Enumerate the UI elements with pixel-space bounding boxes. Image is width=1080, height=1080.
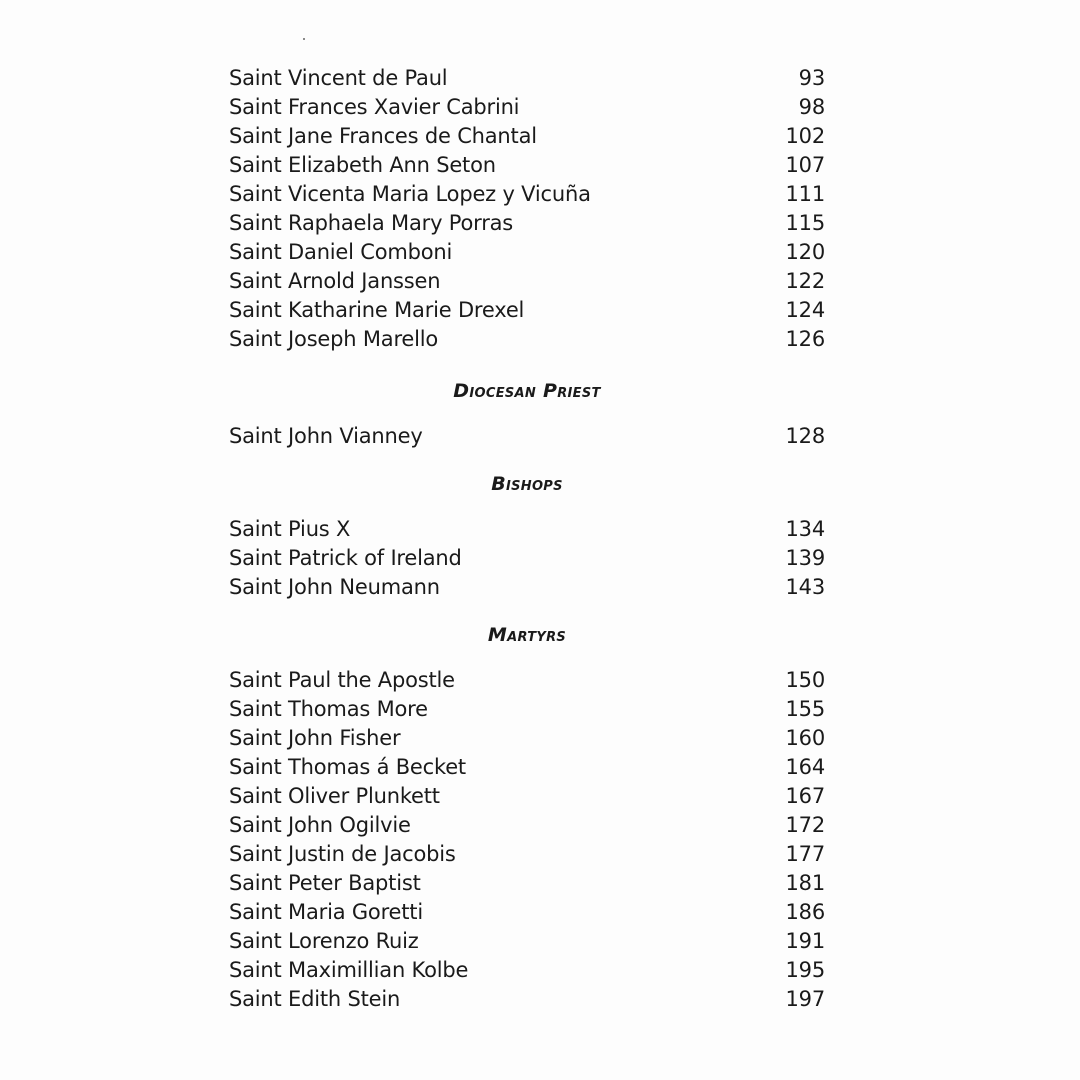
toc-entry [229,782,825,811]
entry-name: Saint Joseph Marello [229,327,439,351]
entry-name: Saint Pius X [229,517,351,541]
entry-name: Saint Vicenta Maria Lopez y Vicuña [229,182,591,206]
entry-name: Saint Justin de Jacobis [229,842,456,866]
entry-page-number: 155 [785,697,825,721]
entry-name: Saint Edith Stein [229,987,401,1011]
entry-name: Saint Daniel Comboni [229,240,453,264]
toc-entry [229,422,825,451]
entry-name: Saint Raphaela Mary Porras [229,211,514,235]
entry-name: Saint Thomas More [229,697,428,721]
toc-entry [229,64,825,93]
entry-name: Saint Lorenzo Ruiz [229,929,419,953]
entry-page-number: 186 [785,900,825,924]
entry-page-number: 107 [785,153,825,177]
toc-entry [229,869,825,898]
entry-name: Saint Jane Frances de Chantal [229,124,537,148]
entry-name: Saint Oliver Plunkett [229,784,440,808]
entry-name: Saint Maximillian Kolbe [229,958,469,982]
section-heading: Bishops [491,473,563,495]
toc-entry [229,151,825,180]
entry-name: Saint John Vianney [229,424,423,448]
entry-name: Saint Arnold Janssen [229,269,441,293]
entry-page-number: 195 [785,958,825,982]
toc-entry [229,695,825,724]
entry-page-number: 98 [798,95,825,119]
toc-entry [229,122,825,151]
entry-name: Saint John Ogilvie [229,813,411,837]
entry-page-number: 120 [785,240,825,264]
toc-entry [229,515,825,544]
toc-entry [229,811,825,840]
entry-page-number: 167 [785,784,825,808]
entry-name: Saint Patrick of Ireland [229,546,462,570]
entry-page-number: 122 [785,269,825,293]
section-heading: Martyrs [487,624,567,646]
toc-entry [229,209,825,238]
entry-name: Saint Katharine Marie Drexel [229,298,525,322]
entry-page-number: 164 [785,755,825,779]
toc-section-saints [229,64,825,354]
toc-entry [229,238,825,267]
entry-name: Saint Paul the Apostle [229,668,455,692]
entry-page-number: 134 [785,517,825,541]
entry-page-number: 139 [785,546,825,570]
entry-name: Saint Elizabeth Ann Seton [229,153,496,177]
toc-entry [229,325,825,354]
entry-page-number: 191 [785,929,825,953]
entry-name: Saint Vincent de Paul [229,66,448,90]
entry-name: Saint Peter Baptist [229,871,421,895]
entry-name: Saint John Neumann [229,575,440,599]
toc-entry [229,666,825,695]
toc-entry [229,724,825,753]
toc-entry [229,180,825,209]
toc-entry [229,753,825,782]
toc-entry [229,267,825,296]
entry-name: Saint Frances Xavier Cabrini [229,95,520,119]
toc-entry [229,985,825,1014]
toc-entry [229,296,825,325]
toc-entry [229,840,825,869]
entry-name: Saint Thomas á Becket [229,755,466,779]
toc-entry [229,573,825,602]
toc-section-diocesan-priest [229,376,825,451]
entry-page-number: 115 [785,211,825,235]
entry-page-number: 111 [785,182,825,206]
toc-entry [229,898,825,927]
entry-page-number: 172 [785,813,825,837]
entry-page-number: 160 [785,726,825,750]
entry-page-number: 126 [785,327,825,351]
toc-section-martyrs [229,620,825,1014]
section-heading: Diocesan Priest [453,380,601,402]
entry-page-number: 93 [798,66,825,90]
entry-page-number: 102 [785,124,825,148]
toc-entry [229,956,825,985]
entry-page-number: 177 [785,842,825,866]
entry-page-number: 143 [785,575,825,599]
table-of-contents [229,64,825,1032]
toc-entry [229,927,825,956]
entry-name: Saint John Fisher [229,726,401,750]
print-speck [303,38,305,40]
toc-entry [229,544,825,573]
toc-section-bishops [229,469,825,602]
entry-page-number: 150 [785,668,825,692]
entry-name: Saint Maria Goretti [229,900,423,924]
entry-page-number: 124 [785,298,825,322]
entry-page-number: 181 [785,871,825,895]
entry-page-number: 197 [785,987,825,1011]
toc-entry [229,93,825,122]
entry-page-number: 128 [785,424,825,448]
